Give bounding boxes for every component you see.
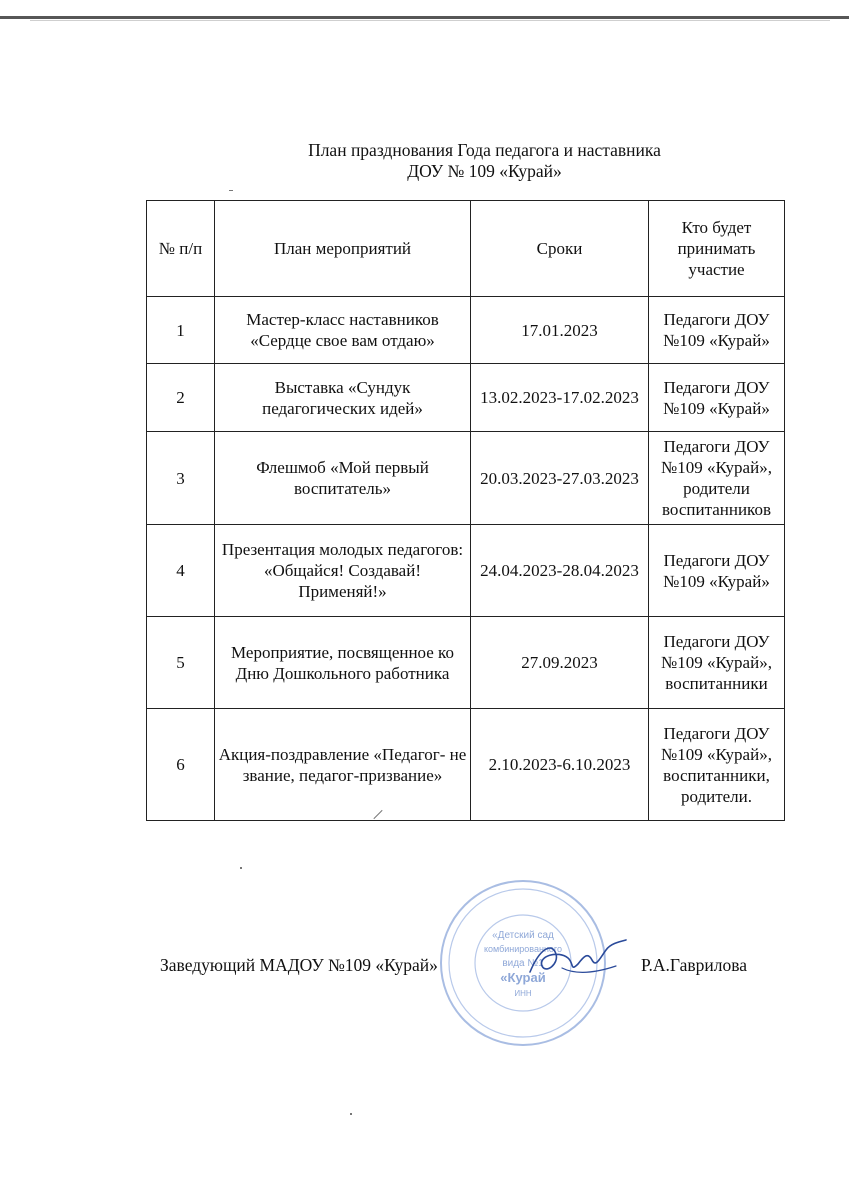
row-dates: 20.03.2023-27.03.2023 [471,432,649,525]
row-num: 4 [147,525,215,617]
row-plan: Мастер-класс наставников «Сердце свое вам отдаю» [215,297,471,364]
stamp-text-4: «Курай [500,970,546,985]
stamp-text-1: «Детский сад [492,930,554,941]
header-dates: Сроки [471,201,649,297]
row-plan: Презентация молодых педагогов: «Общайся! Создавай! Применяй!» [215,525,471,617]
title-line-1: План празднования Года педагога и наставника [308,140,661,160]
table-header-row [147,201,785,297]
header-num: № п/п [147,201,215,297]
row-num: 1 [147,297,215,364]
signatory-name: Р.А.Гаврилова [641,955,748,975]
signature-underline [562,966,616,972]
stamp-text-3: вида №1 [502,958,544,969]
row-plan: Акция-поздравление «Педагог- не звание, педагог-призвание» [215,709,471,821]
title-line-2: ДОУ № 109 «Курай» [407,161,562,181]
signatory-position: Заведующий МАДОУ №109 «Курай» [160,955,438,975]
row-who: Педагоги ДОУ №109 «Курай», воспитанники, родители. [649,709,785,821]
row-who: Педагоги ДОУ №109 «Курай», родители воспитанников [649,432,785,525]
row-plan: Выставка «Сундук педагогических идей» [215,364,471,432]
row-dates: 24.04.2023-28.04.2023 [471,525,649,617]
row-plan: Мероприятие, посвященное ко Дню Дошкольного работника [215,617,471,709]
row-who: Педагоги ДОУ №109 «Курай» [649,297,785,364]
row-who: Педагоги ДОУ №109 «Курай», воспитанники [649,617,785,709]
document-title [0,140,849,182]
scan-speck [229,190,233,191]
scan-edge-shadow [30,20,830,21]
row-who: Педагоги ДОУ №109 «Курай» [649,525,785,617]
table-row [147,709,785,821]
stamp-text-2: комбинированного [483,944,563,954]
scan-speck [350,1113,352,1115]
scan-edge-line [0,16,849,19]
stamp-text-inn: ИНН [514,989,532,998]
handwritten-signature [522,928,632,988]
row-num: 5 [147,617,215,709]
row-dates: 13.02.2023-17.02.2023 [471,364,649,432]
row-dates: 27.09.2023 [471,617,649,709]
header-plan: План мероприятий [215,201,471,297]
row-dates: 2.10.2023-6.10.2023 [471,709,649,821]
table-row [147,364,785,432]
events-table [146,200,785,821]
row-who: Педагоги ДОУ №109 «Курай» [649,364,785,432]
row-plan: Флешмоб «Мой первый воспитатель» [215,432,471,525]
table-row [147,525,785,617]
table-row [147,297,785,364]
row-num: 3 [147,432,215,525]
row-num: 2 [147,364,215,432]
table-row [147,432,785,525]
table-row [147,617,785,709]
row-dates: 17.01.2023 [471,297,649,364]
scan-speck [240,867,242,869]
row-num: 6 [147,709,215,821]
header-who: Кто будет принимать участие [649,201,785,297]
